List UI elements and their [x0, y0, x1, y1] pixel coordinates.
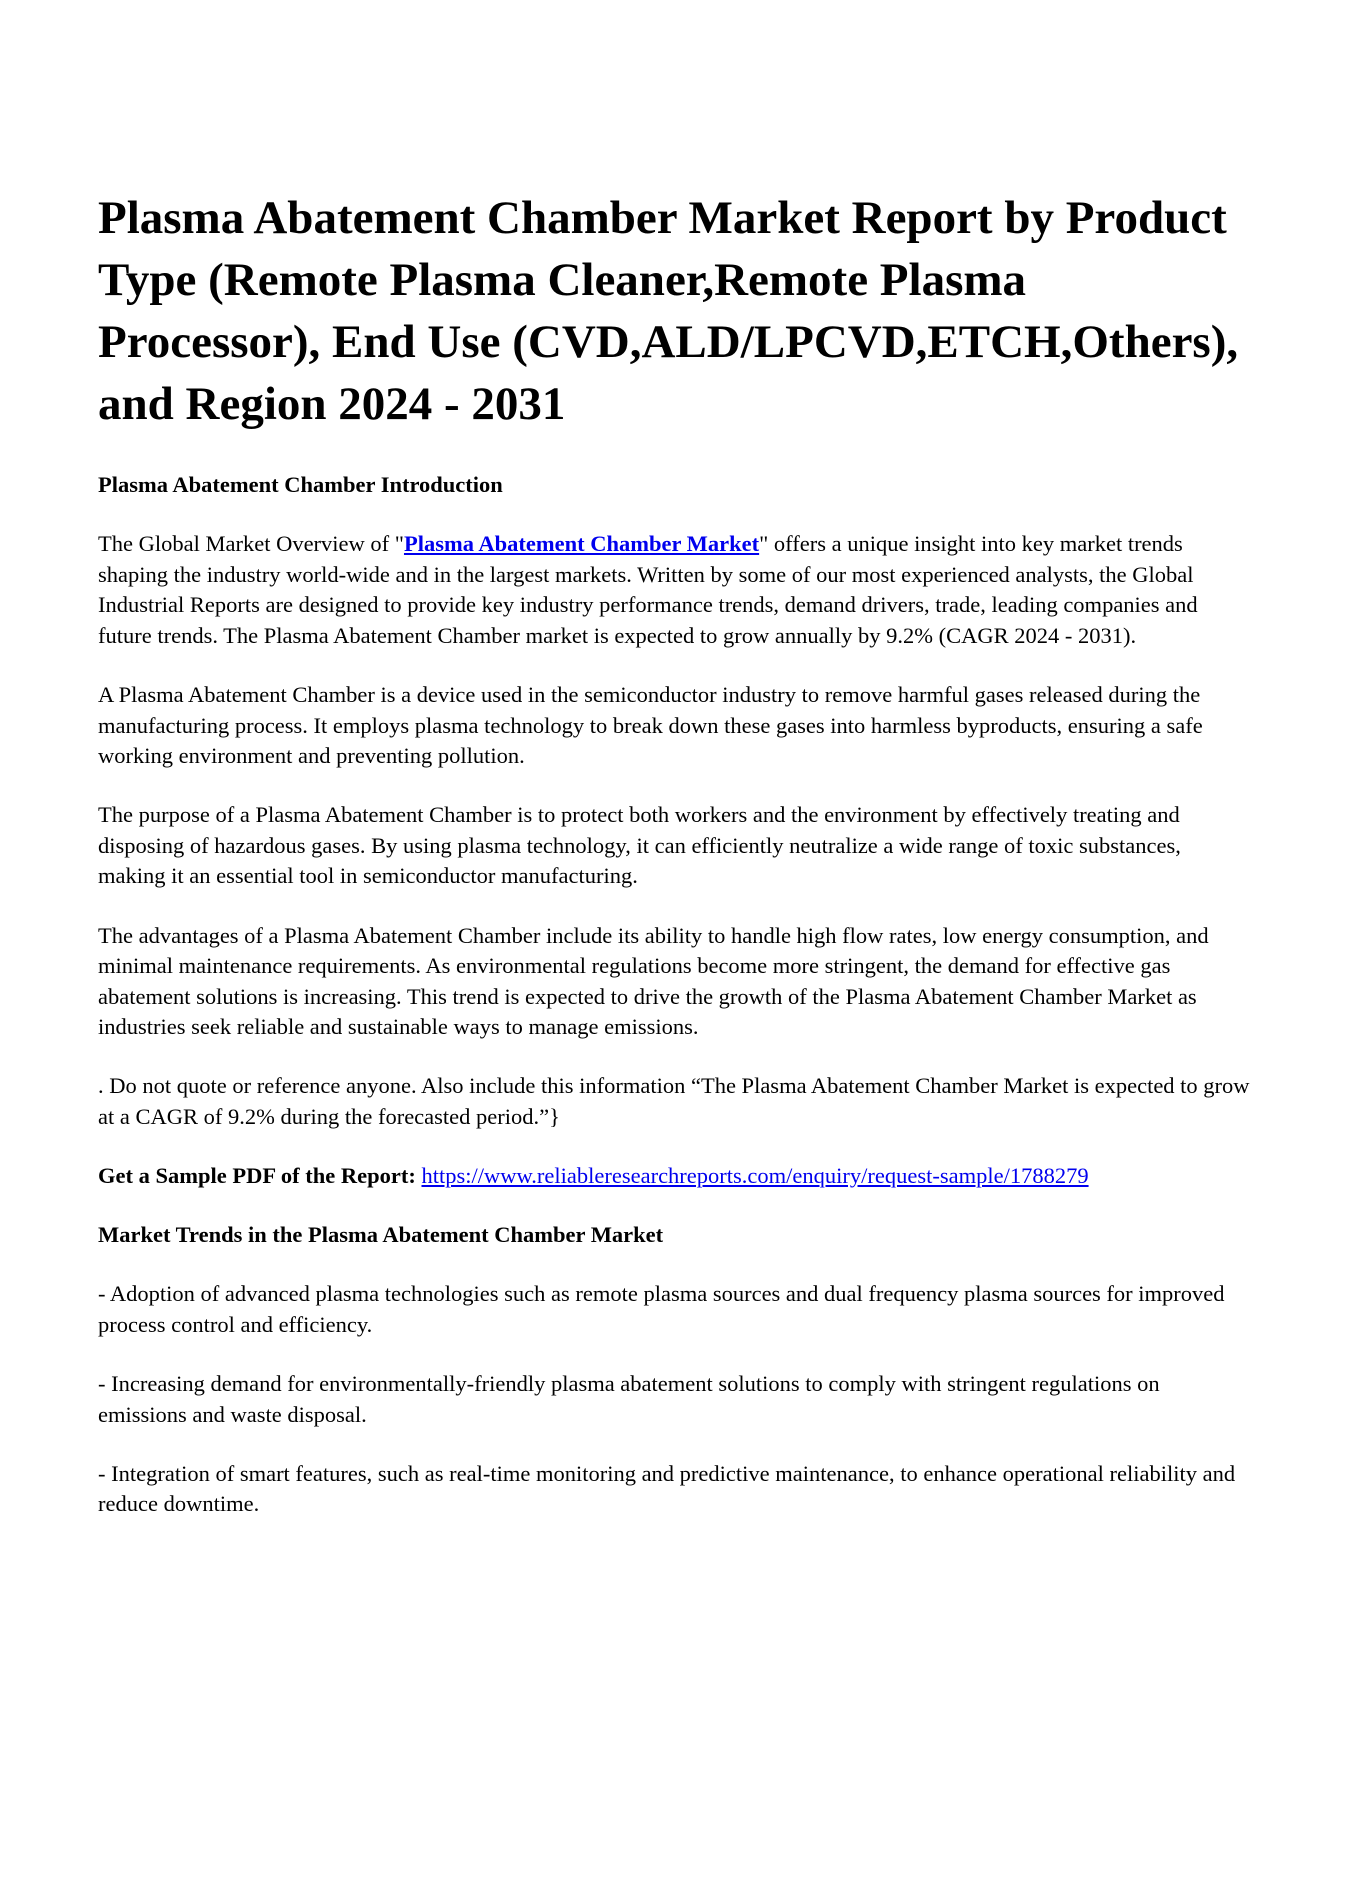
note-paragraph: . Do not quote or reference anyone. Also include this information “The Plasma Abatement Chamber Market is expected to grow at a CAGR of 9.2% during the forecasted period.”} — [98, 1073, 1250, 1129]
definition-paragraph: A Plasma Abatement Chamber is a device used in the semiconductor industry to remove harmful gases released during the manufacturing process. It employs plasma technology to break down these gases into harmless byproducts, ensuring a safe working environment and preventing pollution. — [98, 681, 1203, 769]
intro-heading: Plasma Abatement Chamber Introduction — [98, 472, 503, 497]
overview-paragraph: The Global Market Overview of "Plasma Abatement Chamber Market" offers a unique insight into key market trends shaping the industry world-wide and in the largest markets. Written by some of our most experienced analysts, the Global Industrial Reports are designed to provide key industry performance trends, demand drivers, trade, leading companies and future trends. The Plasma Abatement Chamber market is expected to grow annually by 9.2% (CAGR 2024 - 2031). — [98, 531, 1198, 648]
market-link[interactable]: Plasma Abatement Chamber Market — [403, 531, 760, 557]
report-title: Plasma Abatement Chamber Market Report by Product Type (Remote Plasma Cleaner,Remote Plasma Processor), End Use (CVD,ALD/LPCVD,ETCH,Others), and Region 2024 - 2031 — [98, 192, 1239, 430]
advantages-paragraph: The advantages of a Plasma Abatement Chamber include its ability to handle high flow rates, low energy consumption, and minimal maintenance requirements. As environmental regulations become more stringent, the demand for effective gas abatement solutions is increasing. This trend is expected to drive the growth of the Plasma Abatement Chamber Market as industries seek reliable and sustainable ways to manage emissions. — [98, 922, 1209, 1040]
sample-pdf-label: Get a Sample PDF of the Report: — [98, 1163, 416, 1189]
trends-heading: Market Trends in the Plasma Abatement Chamber Market — [98, 1222, 664, 1248]
trend-item: - Increasing demand for environmentally-friendly plasma abatement solutions to comply with stringent regulations on emissions and waste disposal. — [98, 1370, 1160, 1427]
trend-item: - Integration of smart features, such as real-time monitoring and predictive maintenance, to enhance operational reliability and reduce downtime. — [98, 1460, 1236, 1517]
document-page — [98, 187, 1250, 1548]
sample-pdf-paragraph — [98, 1161, 1250, 1192]
sample-pdf-link[interactable]: https://www.reliableresearchreports.com/enquiry/request-sample/1788279 — [421, 1163, 1089, 1189]
purpose-paragraph: The purpose of a Plasma Abatement Chamber is to protect both workers and the environment by effectively treating and disposing of hazardous gases. By using plasma technology, it can efficiently neutralize a wide range of toxic substances, making it an essential tool in semiconductor manufacturing. — [98, 802, 1181, 889]
trend-item: - Adoption of advanced plasma technologies such as remote plasma sources and dual frequency plasma sources for improved process control and efficiency. — [98, 1281, 1225, 1337]
